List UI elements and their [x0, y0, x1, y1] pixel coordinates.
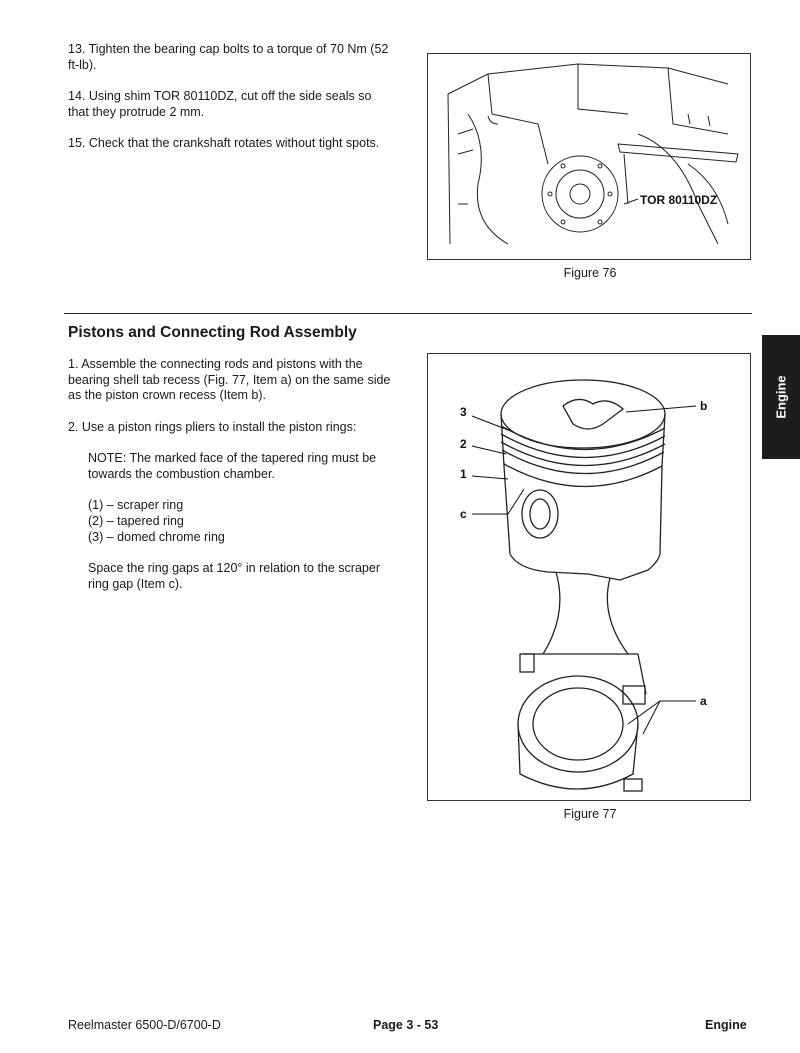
ring-gap-instruction: Space the ring gaps at 120° in relation to the scraper ring gap (Item c). [88, 561, 380, 591]
footer-product: Reelmaster 6500-D/6700-D [68, 1018, 221, 1032]
crankcase-drawing [428, 54, 750, 259]
step-13: 13. Tighten the bearing cap bolts to a torque of 70 Nm (52 ft-lb). [68, 42, 389, 72]
tool-callout-label: TOR 80110DZ [640, 193, 718, 207]
ring-note: NOTE: The marked face of the tapered ring must be towards the combustion chamber. [88, 451, 377, 481]
callout-3: 3 [460, 405, 467, 419]
figure-77-caption: Figure 77 [563, 807, 617, 821]
ring-item-3: (3) – domed chrome ring [88, 530, 225, 544]
callout-2: 2 [460, 437, 467, 451]
piston-rod-drawing [428, 354, 750, 800]
callout-a: a [700, 694, 707, 708]
ring-item-1: (1) – scraper ring [88, 498, 184, 512]
callout-c: c [460, 507, 467, 521]
callout-1: 1 [460, 467, 467, 481]
figure-77-illustration [427, 353, 751, 801]
assembly-step-1: 1. Assemble the connecting rods and pistons with the bearing shell tab recess (Fig. 77, Item a) on the same side as the piston crown recess (Item b). [68, 357, 391, 402]
footer-chapter: Engine [705, 1018, 747, 1032]
ring-item-2: (2) – tapered ring [88, 514, 184, 528]
section-divider [64, 313, 752, 314]
step-14: 14. Using shim TOR 80110DZ, cut off the side seals so that they protrude 2 mm. [68, 89, 372, 119]
figure-76-illustration [427, 53, 751, 260]
figure-76-caption: Figure 76 [563, 266, 617, 280]
footer-page-number: Page 3 - 53 [373, 1018, 439, 1032]
callout-b: b [700, 399, 708, 413]
step-15: 15. Check that the crankshaft rotates without tight spots. [68, 136, 380, 150]
assembly-step-2: 2. Use a piston rings pliers to install the piston rings: [68, 420, 357, 434]
section-title: Pistons and Connecting Rod Assembly [68, 324, 357, 341]
section-side-tab [762, 335, 800, 459]
side-tab-label: Engine [773, 375, 789, 419]
